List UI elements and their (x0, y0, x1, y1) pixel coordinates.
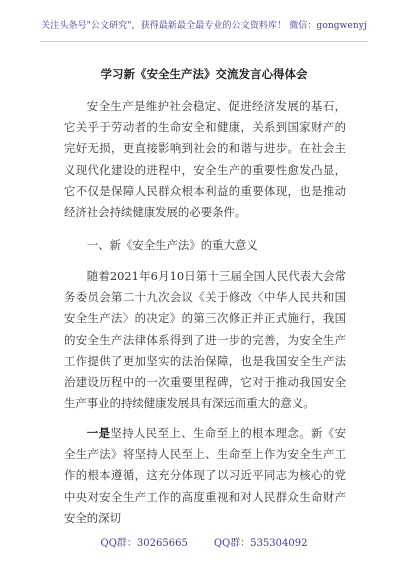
paragraph-lead: 一是 (86, 426, 111, 440)
paragraph-first-point (64, 423, 346, 529)
paragraph-intro: 安全生产是维护社会稳定、促进经济发展的基石，它关乎于劳动者的生命安全和健康，关系到国家财产的完好无损，更直接影响到社会的和谐与进步。在社会主义现代化建设的进程中，安全生产的重要性愈发凸显，它不仅是保障人民群众根本利益的重要体现，也是推动经济社会持续健康发展的必要条件。 (64, 99, 346, 220)
document-title: 学习新《安全生产法》交流发言心得体会 (100, 67, 308, 81)
paragraph-first-point-text: 坚持人民至上、生命至上的根本理念。新《安全生产法》将坚持人民至上、生命至上作为安全生产工作的根本遵循，这充分体现了以习近平同志为核心的党中央对安全生产工作的高度重视和对人民群众生命财产安全的深切 (64, 426, 346, 525)
header-divider (40, 41, 368, 42)
qq-group-2: QQ群：535304092 (213, 538, 308, 549)
footer-contact (0, 534, 408, 549)
paragraph-significance: 随着2021年6月10日第十三届全国人民代表大会常务委员会第二十九次会议《关于修改〈中华人民共和国安全生产法〉的决定》的第三次修正并正式施行，我国的安全生产法律体系得到了进一步的完善，为安全生产工作提供了更加坚实的法治保障，也是我国安全生产法治建设历程中的一次重要里程碑，它对于推动我国安全生产事业的持续健康发展具有深远而重大的意义。 (64, 269, 346, 411)
header-banner: 关注头条号"公文研究"，获得最新最全最专业的公文资料库！ 微信：gongwenyj (41, 21, 367, 31)
qq-group-1: QQ群：30265665 (100, 538, 188, 549)
section-heading-1: 一、新《安全生产法》的重大意义 (86, 238, 258, 252)
